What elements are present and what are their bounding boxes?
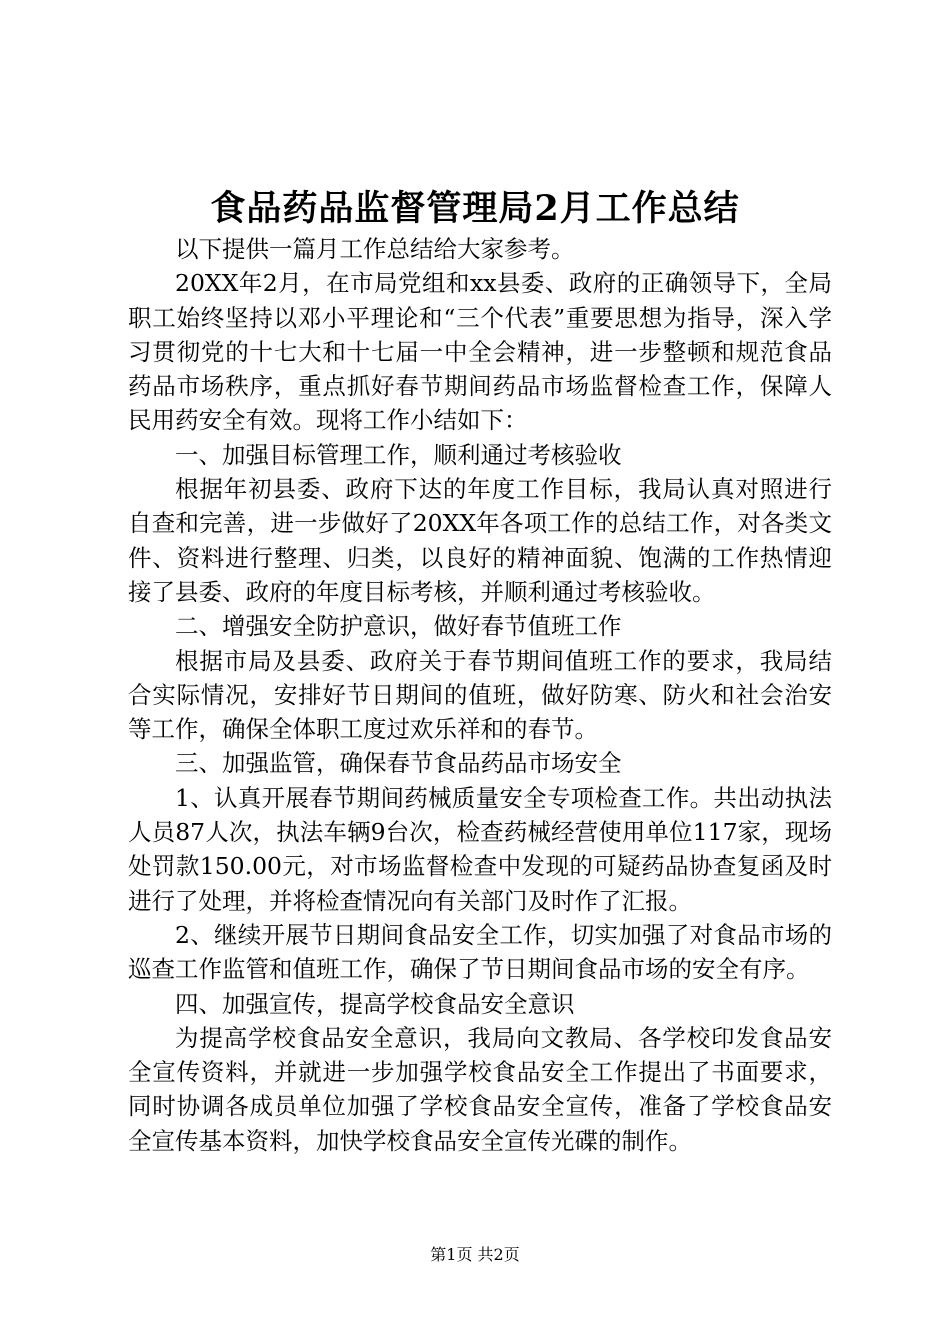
overview-paragraph: 20XX年2月，在市局党组和xx县委、政府的正确领导下，全局职工始终坚持以邓小平理论和“三个代表”重要思想为指导，深入学习贯彻党的十七大和十七届一中全会精神，进一步整顿和规范食品药品市场秩序，重点抓好春节期间药品市场监督检查工作，保障人民用药安全有效。现将工作小结如下： (128, 269, 832, 435)
section-body-3-item-2: 2、继续开展节日期间食品安全工作，切实加强了对食品市场的巡查工作监管和值班工作，确保了节日期间食品市场的安全有序。 (128, 920, 832, 984)
document-body (128, 232, 832, 1158)
section-body-1: 根据年初县委、政府下达的年度工作目标，我局认真对照进行自查和完善，进一步做好了20XX年各项工作的总结工作，对各类文件、资料进行整理、归类，以良好的精神面貌、饱满的工作热情迎接了县委、政府的年度目标考核，并顺利通过考核验收。 (128, 475, 832, 606)
section-heading-4: 四、加强宣传，提高学校食品安全意识 (175, 989, 575, 1018)
section-heading-1: 一、加强目标管理工作，顺利通过考核验收 (175, 440, 622, 469)
document-title: 食品药品监督管理局2月工作总结 (210, 188, 740, 229)
section-heading-3: 三、加强监管，确保春节食品药品市场安全 (175, 749, 622, 778)
section-body-2: 根据市局及县委、政府关于春节期间值班工作的要求，我局结合实际情况，安排好节日期间的值班，做好防寒、防火和社会治安等工作，确保全体职工度过欢乐祥和的春节。 (128, 646, 832, 744)
section-body-4: 为提高学校食品安全意识，我局向文教局、各学校印发食品安全宣传资料，并就进一步加强学校食品安全工作提出了书面要求，同时协调各成员单位加强了学校食品安全宣传，准备了学校食品安全宣传基本资料，加快学校食品安全宣传光碟的制作。 (128, 1023, 832, 1155)
intro-paragraph: 以下提供一篇月工作总结给大家参考。 (175, 235, 575, 263)
section-body-3-item-1: 1、认真开展春节期间药械质量安全专项检查工作。共出动执法人员87人次，执法车辆9台次，检查药械经营使用单位117家，现场处罚款150.00元，对市场监督检查中发现的可疑药品协查复函及时进行了处理，并将检查情况向有关部门及时作了汇报。 (128, 783, 832, 915)
section-heading-2: 二、增强安全防护意识，做好春节值班工作 (175, 612, 622, 641)
page-footer: 第1页 共2页 (430, 1245, 520, 1264)
